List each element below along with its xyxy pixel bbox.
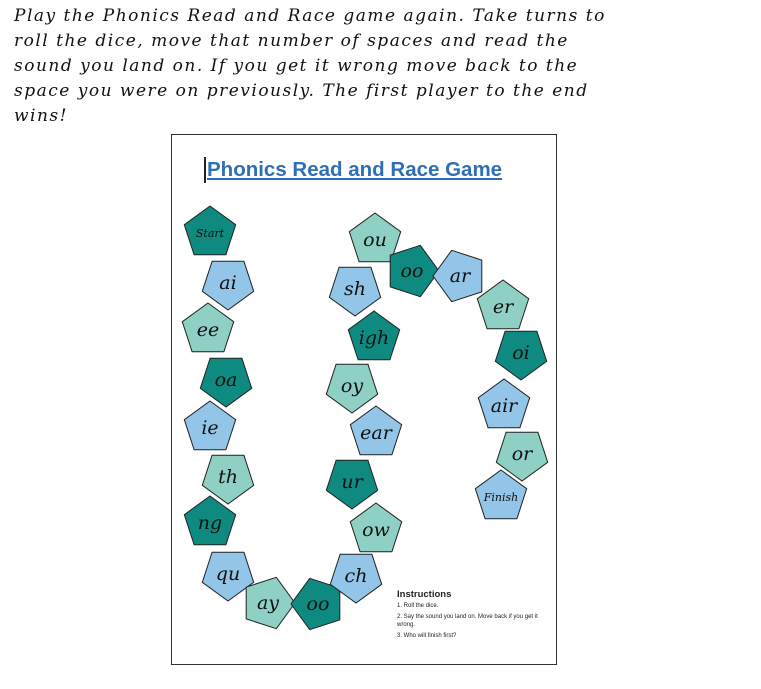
space-label: igh xyxy=(358,327,390,349)
board-space xyxy=(477,280,528,329)
space-label: ar xyxy=(449,265,471,287)
space-label: oo xyxy=(306,593,330,615)
space-label: oo xyxy=(400,260,424,282)
space-label: qu xyxy=(215,563,241,585)
board-space xyxy=(326,460,377,509)
board-space xyxy=(202,261,253,310)
space-label: or xyxy=(511,443,533,465)
space-label: oy xyxy=(340,375,364,397)
intro-line: Play the Phonics Read and Race game again. Take turns to xyxy=(14,6,606,26)
board-space xyxy=(390,245,439,296)
board-space xyxy=(184,401,235,450)
space-label: ie xyxy=(201,417,219,439)
instruction-step: 2. Say the sound you land on. Move back if you get it wrong. xyxy=(397,614,538,628)
instruction-step: 3. Who will finish first? xyxy=(397,633,457,639)
space-label: ee xyxy=(196,319,220,341)
board-space xyxy=(182,303,233,352)
space-label: Finish xyxy=(483,491,519,504)
space-label: air xyxy=(490,395,518,417)
space-label: ou xyxy=(363,229,387,251)
board-space xyxy=(184,206,235,255)
space-label: Start xyxy=(195,227,225,240)
game-title: Phonics Read and Race Game xyxy=(204,157,502,183)
space-label: ear xyxy=(360,422,392,444)
space-label: ng xyxy=(197,512,223,534)
space-label: ur xyxy=(341,471,363,493)
intro-line: space you were on previously. The first player to the end xyxy=(14,81,589,101)
board-space xyxy=(495,331,546,380)
board-space xyxy=(478,379,529,428)
board-space xyxy=(329,267,380,316)
space-label: er xyxy=(492,296,514,318)
intro-line: sound you land on. If you get it wrong move back to the xyxy=(14,56,579,76)
game-instructions xyxy=(397,589,557,643)
space-label: ch xyxy=(344,565,368,587)
space-label: oi xyxy=(512,342,530,364)
space-label: ow xyxy=(362,519,390,541)
space-label: sh xyxy=(344,278,366,300)
board-space xyxy=(350,406,401,455)
board-space xyxy=(326,364,377,413)
instructions-title: Instructions xyxy=(397,589,452,600)
board-space xyxy=(350,503,401,552)
space-label: ay xyxy=(256,592,280,614)
intro-line: wins! xyxy=(14,106,68,126)
space-label: ai xyxy=(219,272,237,294)
board-space xyxy=(200,358,251,407)
space-label: th xyxy=(218,466,238,488)
board-space xyxy=(246,577,295,628)
board-space xyxy=(433,250,482,301)
intro-line: roll the dice, move that number of spaces and read the xyxy=(14,31,569,51)
instruction-step: 1. Roll the dice. xyxy=(397,603,439,609)
board-space xyxy=(348,311,399,360)
space-label: oa xyxy=(214,369,238,391)
